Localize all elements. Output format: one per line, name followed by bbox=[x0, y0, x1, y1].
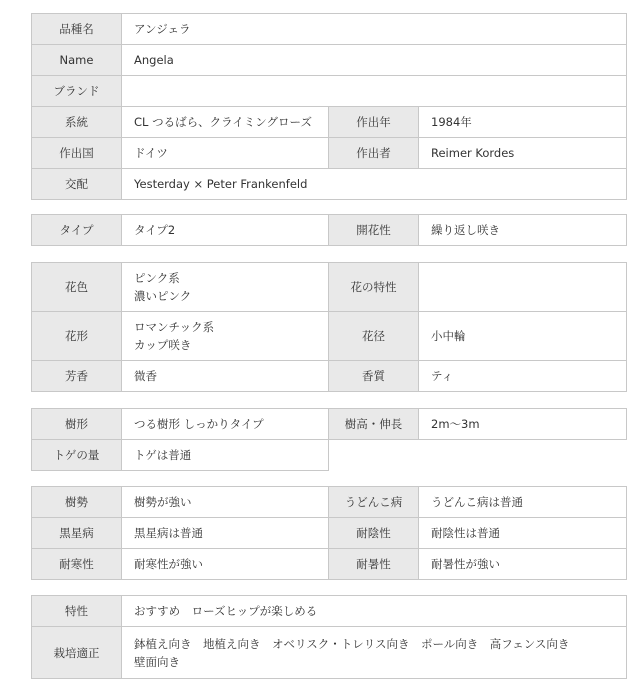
scent-label: 芳香 bbox=[32, 361, 122, 392]
table-row bbox=[32, 76, 627, 107]
table-row bbox=[32, 45, 627, 76]
vigor-value: 樹勢が強い bbox=[122, 487, 329, 518]
table-row bbox=[32, 549, 627, 580]
tree-form-label: 樹形 bbox=[32, 409, 122, 440]
flower-table bbox=[31, 262, 627, 392]
scent-type-value: ティ bbox=[419, 361, 627, 392]
scent-type-label: 香質 bbox=[329, 361, 419, 392]
type-value: タイプ2 bbox=[122, 215, 329, 246]
flower-color-value bbox=[122, 263, 329, 312]
country-value: ドイツ bbox=[122, 138, 329, 169]
cross-value: Yesterday × Peter Frankenfeld bbox=[122, 169, 627, 200]
flower-color-line-2: 濃いピンク bbox=[134, 289, 192, 303]
mildew-label: うどんこ病 bbox=[329, 487, 419, 518]
features-table bbox=[31, 595, 627, 679]
variety-label: 品種名 bbox=[32, 14, 122, 45]
thorns-label: トゲの量 bbox=[32, 440, 122, 471]
name-label: Name bbox=[32, 45, 122, 76]
table-row bbox=[32, 361, 627, 392]
suitability-label: 栽培適正 bbox=[32, 627, 122, 679]
vigor-label: 樹勢 bbox=[32, 487, 122, 518]
shade-value: 耐陰性は普通 bbox=[419, 518, 627, 549]
tree-form-value: つる樹形 しっかりタイプ bbox=[122, 409, 329, 440]
brand-value bbox=[122, 76, 627, 107]
table-row bbox=[32, 14, 627, 45]
feature-value: おすすめ ローズヒップが楽しめる bbox=[122, 596, 627, 627]
blackspot-label: 黒星病 bbox=[32, 518, 122, 549]
table-row bbox=[32, 487, 627, 518]
empty-cell bbox=[329, 440, 627, 471]
year-label: 作出年 bbox=[329, 107, 419, 138]
table-row bbox=[32, 596, 627, 627]
cold-label: 耐寒性 bbox=[32, 549, 122, 580]
flower-shape-label: 花形 bbox=[32, 312, 122, 361]
brand-label: ブランド bbox=[32, 76, 122, 107]
flower-size-label: 花径 bbox=[329, 312, 419, 361]
flower-shape-value bbox=[122, 312, 329, 361]
flower-shape-line-2: カップ咲き bbox=[134, 338, 192, 352]
feature-label: 特性 bbox=[32, 596, 122, 627]
heat-label: 耐暑性 bbox=[329, 549, 419, 580]
flower-size-value: 小中輪 bbox=[419, 312, 627, 361]
resistance-table bbox=[31, 486, 627, 580]
type-label: タイプ bbox=[32, 215, 122, 246]
table-row bbox=[32, 215, 627, 246]
suitability-line-2: 壁面向き bbox=[134, 654, 180, 669]
shade-label: 耐陰性 bbox=[329, 518, 419, 549]
table-row bbox=[32, 312, 627, 361]
suitability-line-1: 鉢植え向き 地植え向き オベリスク・トレリス向き ポール向き 高フェンス向き bbox=[134, 636, 570, 651]
cross-label: 交配 bbox=[32, 169, 122, 200]
table-row bbox=[32, 518, 627, 549]
flower-color-label: 花色 bbox=[32, 263, 122, 312]
flower-trait-label: 花の特性 bbox=[329, 263, 419, 312]
table-row bbox=[32, 409, 627, 440]
name-value: Angela bbox=[122, 45, 627, 76]
scent-value: 微香 bbox=[122, 361, 329, 392]
table-row bbox=[32, 627, 627, 679]
tree-height-label: 樹高・伸長 bbox=[329, 409, 419, 440]
tree-height-value: 2m〜3m bbox=[419, 409, 627, 440]
system-label: 系統 bbox=[32, 107, 122, 138]
country-label: 作出国 bbox=[32, 138, 122, 169]
blackspot-value: 黒星病は普通 bbox=[122, 518, 329, 549]
variety-value: アンジェラ bbox=[122, 14, 627, 45]
heat-value: 耐暑性が強い bbox=[419, 549, 627, 580]
suitability-value bbox=[122, 627, 627, 679]
table-row bbox=[32, 440, 627, 471]
cold-value: 耐寒性が強い bbox=[122, 549, 329, 580]
breeder-value: Reimer Kordes bbox=[419, 138, 627, 169]
mildew-value: うどんこ病は普通 bbox=[419, 487, 627, 518]
flower-color-line-1: ピンク系 bbox=[134, 271, 180, 285]
tree-table bbox=[31, 408, 627, 471]
type-table bbox=[31, 214, 627, 246]
flower-trait-value bbox=[419, 263, 627, 312]
year-value: 1984年 bbox=[419, 107, 627, 138]
table-row bbox=[32, 169, 627, 200]
table-row bbox=[32, 138, 627, 169]
bloom-value: 繰り返し咲き bbox=[419, 215, 627, 246]
table-row bbox=[32, 107, 627, 138]
breeder-label: 作出者 bbox=[329, 138, 419, 169]
flower-shape-line-1: ロマンチック系 bbox=[134, 320, 215, 334]
system-value: CL つるばら、クライミングローズ bbox=[122, 107, 329, 138]
basic-info-table bbox=[31, 13, 627, 200]
bloom-label: 開花性 bbox=[329, 215, 419, 246]
table-row bbox=[32, 263, 627, 312]
thorns-value: トゲは普通 bbox=[122, 440, 329, 471]
